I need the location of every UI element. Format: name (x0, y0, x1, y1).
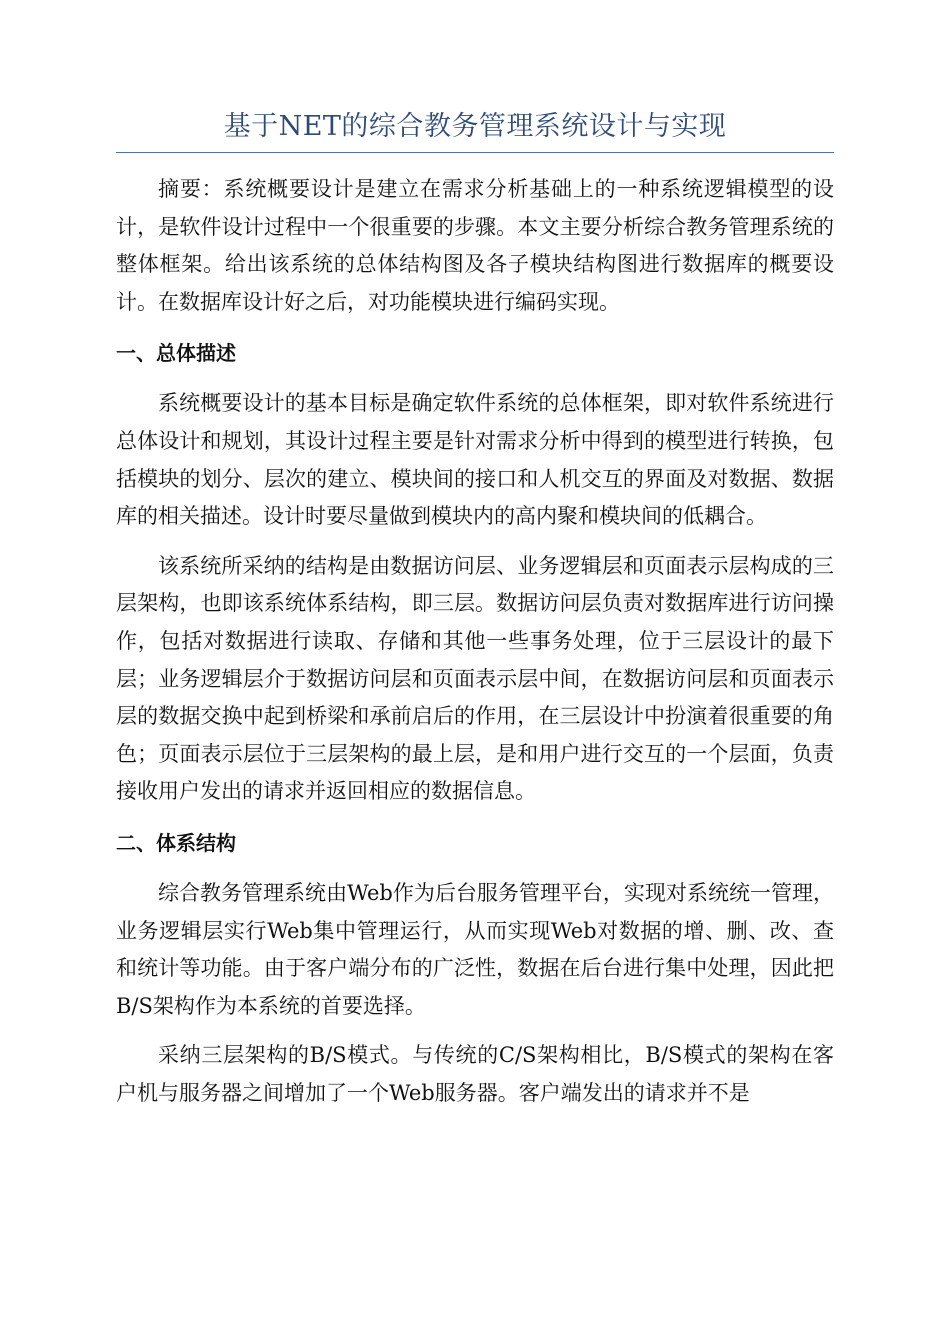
section-heading-architecture: 二、体系结构 (116, 830, 236, 855)
architecture-paragraph-1: 综合教务管理系统由Web作为后台服务管理平台，实现对系统统一管理，业务逻辑层实行Web集中管理运行，从而实现Web对数据的增、删、改、查和统计等功能。由于客户端分布的广泛性，数据在后台进行集中处理，因此把B/S架构作为本系统的首要选择。 (116, 880, 834, 1018)
document-page (116, 104, 834, 1124)
overview-paragraph-2: 该系统所采纳的结构是由数据访问层、业务逻辑层和页面表示层构成的三层架构，也即该系统体系结构，即三层。数据访问层负责对数据库进行访问操作，包括对数据进行读取、存储和其他一些事务处理，位于三层设计的最下层；业务逻辑层介于数据访问层和页面表示层中间，在数据访问层和页面表示层的数据交换中起到桥梁和承前启后的作用，在三层设计中扮演着很重要的角色；页面表示层位于三层架构的最上层，是和用户进行交互的一个层面，负责接收用户发出的请求并返回相应的数据信息。 (116, 553, 834, 804)
section-heading-overview: 一、总体描述 (116, 341, 236, 366)
overview-paragraph-1: 系统概要设计的基本目标是确定软件系统的总体框架，即对软件系统进行总体设计和规划，其设计过程主要是针对需求分析中得到的模型进行转换，包括模块的划分、层次的建立、模块间的接口和人机交互的界面及对数据、数据库的相关描述。设计时要尽量做到模块内的高内聚和模块间的低耦合。 (116, 391, 834, 529)
architecture-paragraph-2: 采纳三层架构的B/S模式。与传统的C/S架构相比，B/S模式的架构在客户机与服务器之间增加了一个Web服务器。客户端发出的请求并不是 (116, 1043, 834, 1105)
document-title: 基于NET的综合教务管理系统设计与实现 (116, 104, 834, 153)
abstract-paragraph: 摘要：系统概要设计是建立在需求分析基础上的一种系统逻辑模型的设计，是软件设计过程中一个很重要的步骤。本文主要分析综合教务管理系统的整体框架。给出该系统的总体结构图及各子模块结构图进行数据库的概要设计。在数据库设计好之后，对功能模块进行编码实现。 (116, 177, 834, 314)
